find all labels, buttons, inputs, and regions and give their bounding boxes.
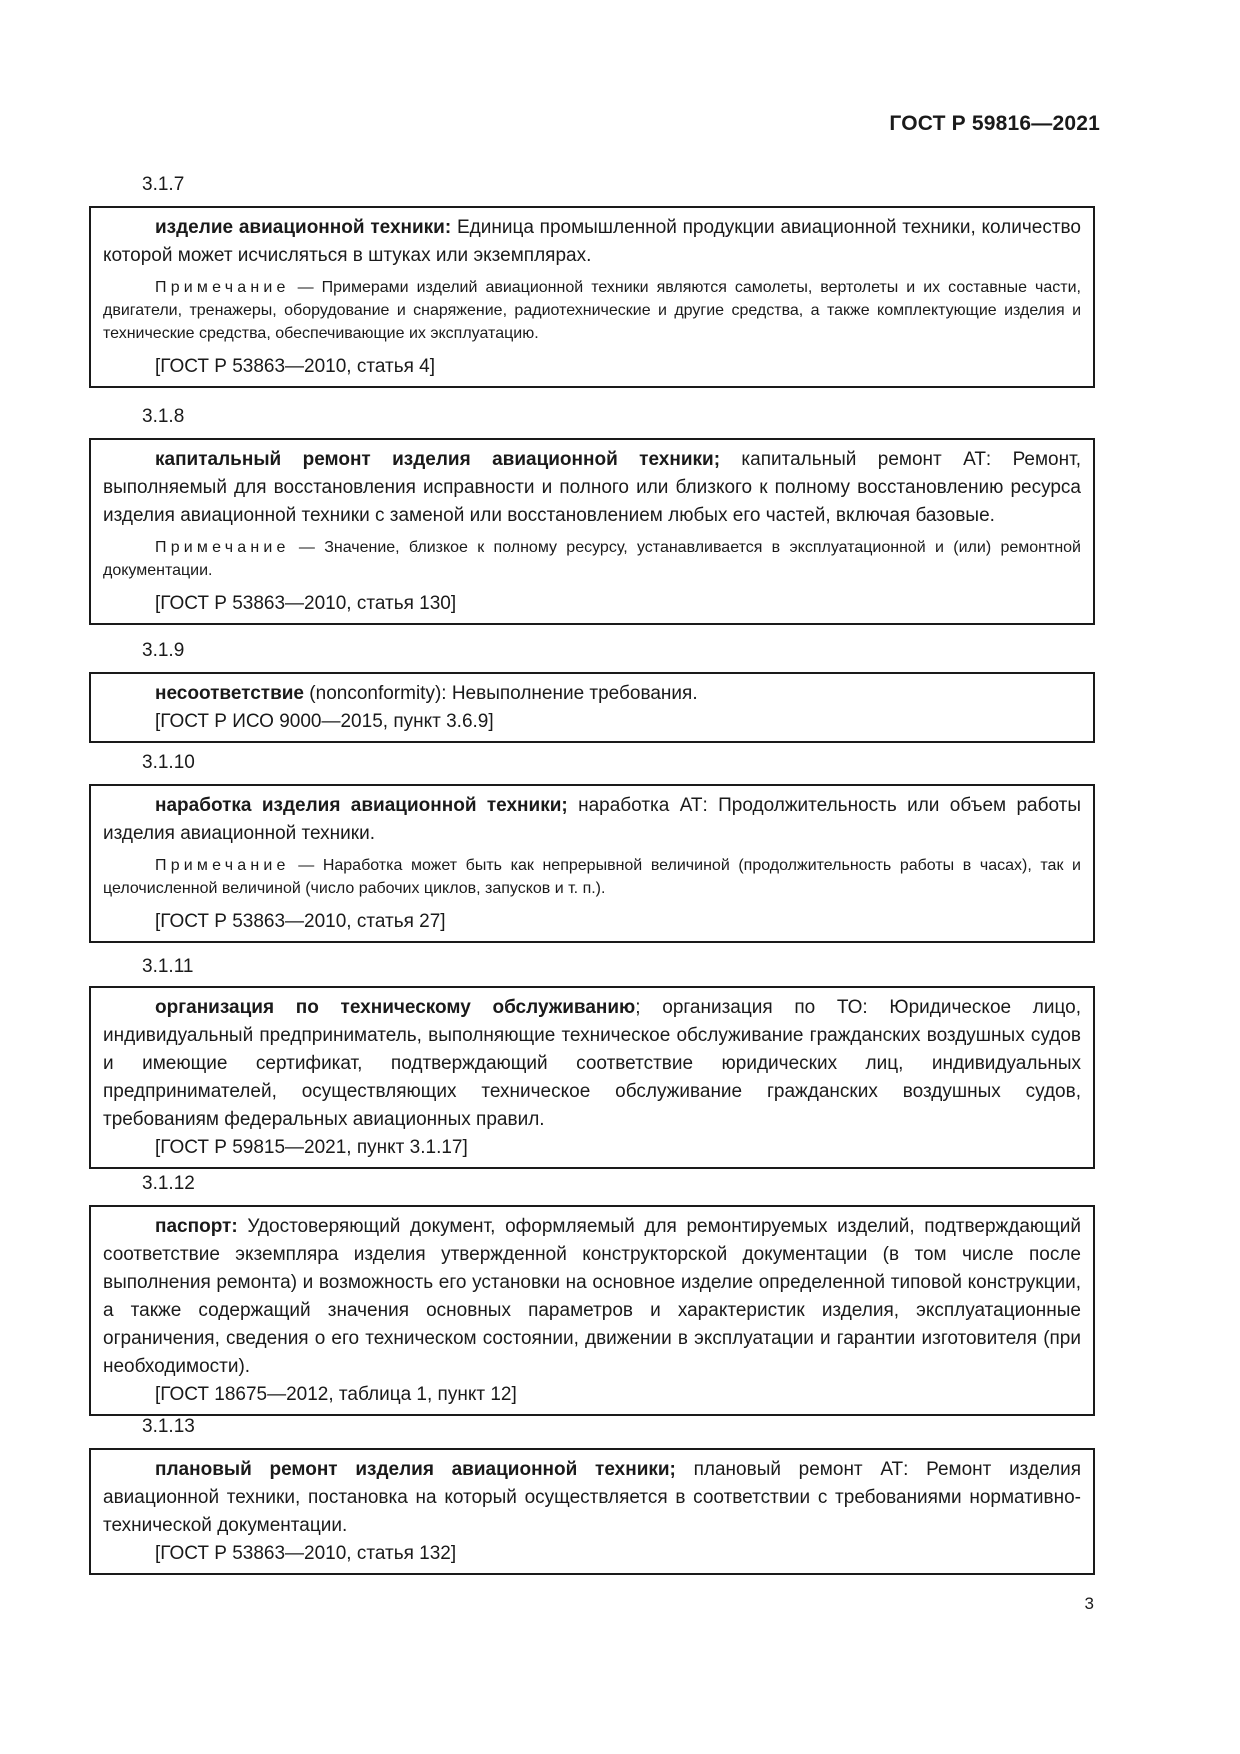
definition	[103, 446, 1081, 530]
source-reference: [ГОСТ Р 59815—2021, пункт 3.1.17]	[155, 1137, 468, 1158]
term-entry-3-1-10	[89, 784, 1095, 943]
source-reference: [ГОСТ Р 53863—2010, статья 132]	[155, 1543, 457, 1564]
definition	[103, 1213, 1081, 1381]
term-number-3-1-9: 3.1.9	[142, 640, 185, 661]
term-title: капитальный ремонт изделия авиационной техники;	[155, 449, 721, 470]
definition-text: капитальный ремонт АТ: Ремонт, выполняемый для восстановления исправности и полного или близкого к полному восстановлению ресурса изделия авиационной техники с заменой или восстановлением любых его частей, включая базовые.	[103, 449, 1081, 526]
term-title: плановый ремонт изделия авиационной техники;	[155, 1459, 676, 1480]
term-title: паспорт:	[155, 1216, 238, 1237]
term-number-3-1-7: 3.1.7	[142, 174, 185, 195]
source-reference: [ГОСТ Р 53863—2010, статья 27]	[155, 911, 446, 932]
term-title: наработка изделия авиационной техники;	[155, 795, 568, 816]
term-number-3-1-10: 3.1.10	[142, 752, 195, 773]
term-title: изделие авиационной техники:	[155, 217, 452, 238]
term-number-3-1-13: 3.1.13	[142, 1416, 195, 1437]
term-title: несоответствие	[155, 683, 305, 704]
term-entry-3-1-13	[89, 1448, 1095, 1575]
definition	[103, 994, 1081, 1134]
definition-text: ; организация по ТО: Юридическое лицо, индивидуальный предприниматель, выполняющие техническое обслуживание гражданских воздушных судов и имеющие сертификат, подтверждающий соответствие юридических лиц, индивидуальных предпринимателей, осуществляющих техническое обслуживание гражданских воздушных судов, требованиям федеральных авиационных правил.	[103, 997, 1081, 1130]
note-text: — Наработка может быть как непрерывной величиной (продолжительность работы в часах), так и целочисленной величиной (число рабочих циклов, запусков и т. п.).	[103, 857, 1081, 897]
note-label: Примечание	[155, 539, 290, 556]
term-entry-3-1-12	[89, 1205, 1095, 1416]
definition	[103, 680, 1081, 708]
note-text: — Примерами изделий авиационной техники являются самолеты, вертолеты и их составные части, двигатели, тренажеры, оборудование и снаряжение, радиотехнические и другие средства, а также комплектующие изделия и технические средства, обеспечивающие их эксплуатацию.	[103, 279, 1081, 342]
source-reference: [ГОСТ Р 53863—2010, статья 130]	[155, 593, 457, 614]
page-number: 3	[1084, 1594, 1094, 1613]
term-number-3-1-12: 3.1.12	[142, 1173, 195, 1194]
definition-text: наработка АТ: Продолжительность или объем работы изделия авиационной техники.	[103, 795, 1082, 844]
definition	[103, 214, 1081, 270]
source-reference: [ГОСТ Р ИСО 9000—2015, пункт 3.6.9]	[155, 711, 494, 732]
term-number-3-1-8: 3.1.8	[142, 406, 185, 427]
term-entry-3-1-7	[89, 206, 1095, 388]
note-label: Примечание	[155, 279, 290, 296]
note	[103, 854, 1081, 900]
definition	[103, 1456, 1081, 1540]
definition-text: (nonconformity): Невыполнение требования.	[304, 683, 698, 704]
note-text: — Значение, близкое к полному ресурсу, устанавливается в эксплуатационной и (или) ремонтной документации.	[103, 539, 1081, 579]
term-number-3-1-11: 3.1.11	[142, 956, 194, 977]
term-entry-3-1-9	[89, 672, 1095, 743]
term-entry-3-1-11	[89, 986, 1095, 1169]
definition-text: плановый ремонт АТ: Ремонт изделия авиационной техники, постановка на который осуществляется в соответствии с требованиями нормативно-технической документации.	[103, 1459, 1081, 1536]
definition-text: Единица промышленной продукции авиационной техники, количество которой может исчисляться в штуках или экземплярах.	[103, 217, 1081, 266]
definition-text: Удостоверяющий документ, оформляемый для ремонтируемых изделий, подтверждающий соответствие экземпляра изделия утвержденной конструкторской документации (в том числе после выполнения ремонта) и возможность его установки на основное изделие определенной типовой конструкции, а также содержащий значения основных параметров и характеристик изделия, эксплуатационные ограничения, сведения о его техническом состоянии, движении в эксплуатации и гарантии изготовителя (при необходимости).	[103, 1216, 1081, 1377]
source-reference: [ГОСТ Р 53863—2010, статья 4]	[155, 356, 436, 377]
document-code-header: ГОСТ Р 59816—2021	[889, 112, 1100, 135]
term-entry-3-1-8	[89, 438, 1095, 625]
note	[103, 536, 1081, 582]
note-label: Примечание	[155, 857, 290, 874]
note	[103, 276, 1081, 345]
definition	[103, 792, 1081, 848]
source-reference: [ГОСТ 18675—2012, таблица 1, пункт 12]	[155, 1384, 517, 1405]
term-title: организация по техническому обслуживанию	[155, 997, 636, 1018]
